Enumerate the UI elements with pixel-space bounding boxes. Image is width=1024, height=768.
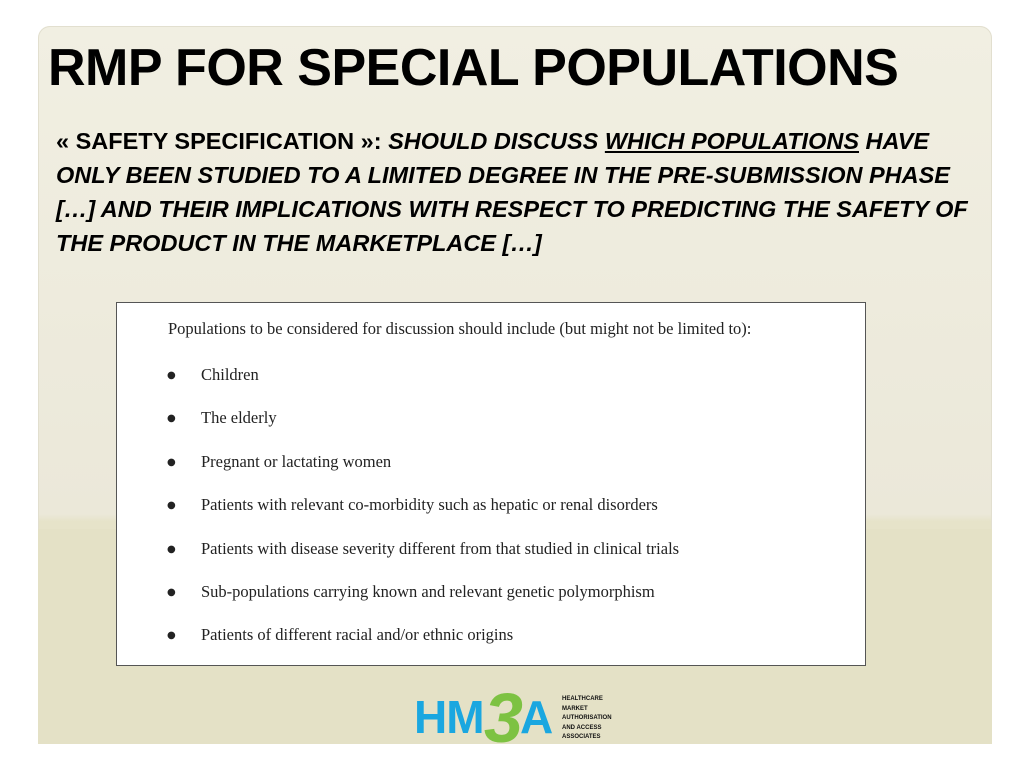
- tagline-line: AUTHORISATION: [562, 715, 612, 722]
- bullet-icon: ●: [167, 500, 176, 511]
- excerpt-intro: Populations to be considered for discussion should include (but might not be limited to):: [168, 319, 752, 338]
- list-item: [167, 582, 655, 602]
- slide-title: RMP FOR SPECIAL POPULATIONS: [48, 39, 899, 97]
- list-item-text: Patients with disease severity different from that studied in clinical trials: [201, 539, 680, 558]
- list-item: [167, 365, 259, 385]
- bullet-icon: ●: [167, 544, 176, 555]
- bullet-icon: ●: [167, 630, 176, 641]
- tagline-line: ASSOCIATES: [562, 734, 601, 741]
- bullet-icon: ●: [167, 413, 176, 424]
- list-item-text: Pregnant or lactating women: [201, 452, 392, 471]
- list-item: [167, 408, 277, 428]
- safety-specification-quote: [56, 124, 986, 260]
- list-item: [167, 539, 679, 559]
- bullet-icon: ●: [167, 587, 176, 598]
- logo-letter-a: A: [520, 691, 554, 743]
- tagline-line: HEALTHCARE: [562, 696, 603, 702]
- list-item: [167, 452, 391, 472]
- list-item-text: Sub-populations carrying known and relevant genetic polymorphism: [201, 582, 655, 601]
- hm3a-logo: [414, 680, 624, 758]
- list-item: [167, 495, 658, 515]
- list-item-text: The elderly: [201, 408, 277, 427]
- quote-lead: « SAFETY SPECIFICATION »:: [56, 128, 389, 154]
- logo-letters-hm: HM: [414, 691, 484, 743]
- tagline-line: AND ACCESS: [562, 724, 602, 731]
- logo-numeral-3: 3: [484, 679, 523, 757]
- tagline-line: MARKET: [562, 705, 588, 712]
- bullet-icon: ●: [167, 370, 176, 381]
- list-item: [167, 625, 513, 645]
- list-item-text: Children: [201, 365, 259, 384]
- list-item-text: Patients of different racial and/or ethnic origins: [201, 625, 514, 644]
- logo-tagline: [562, 695, 612, 743]
- list-item-text: Patients with relevant co-morbidity such as hepatic or renal disorders: [201, 495, 658, 514]
- bullet-icon: ●: [167, 457, 176, 468]
- quote-italic-start: SHOULD DISCUSS: [388, 128, 605, 154]
- quote-underlined: WHICH POPULATIONS: [604, 128, 859, 154]
- guideline-excerpt: [116, 302, 866, 666]
- quote-italic-end: HAVE ONLY BEEN STUDIED TO A LIMITED DEGREE IN THE PRE-SUBMISSION PHASE […] AND THEIR IMPLICATIONS WITH RESPECT TO PREDICTING THE SAFETY OF THE PRODUCT IN THE MARKETPLACE […]: [56, 128, 968, 256]
